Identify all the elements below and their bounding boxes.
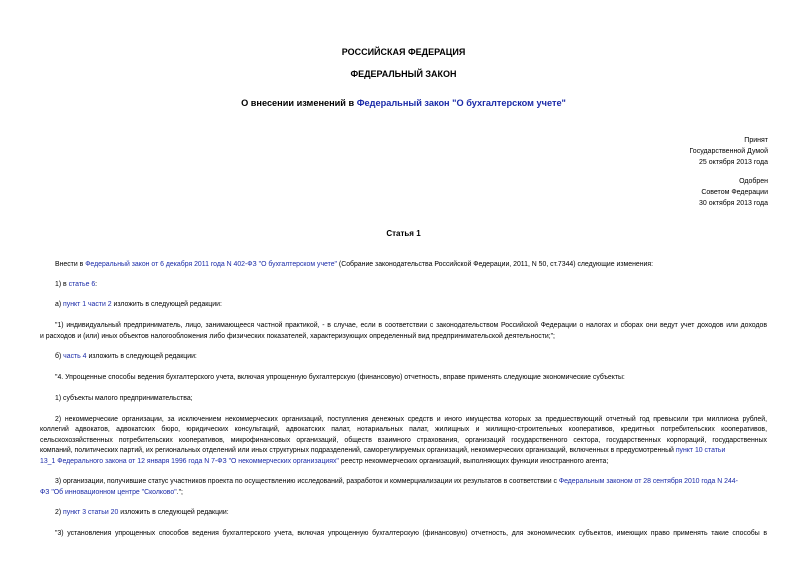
quote-3: "3) установления упрощенных способов ведения бухгалтерского учета, включая упрощенную бухгалтерскую (финансовую) отчетность, для экономических субъектов, имеющих право применять такие способы в xyxy=(55,530,767,537)
duma-body-label: Государственной Думой xyxy=(689,148,768,155)
council-body-label: Советом Федерации xyxy=(701,189,768,196)
point-3-article-20-link[interactable]: пункт 3 статьи 20 xyxy=(63,509,119,516)
point-10-article-link-a[interactable]: пункт 10 статьи xyxy=(675,447,726,454)
article-6-link[interactable]: статье 6 xyxy=(68,281,96,288)
subitem-3-line-2 xyxy=(40,488,183,498)
law-type-heading: ФЕДЕРАЛЬНЫЙ ЗАКОН xyxy=(350,69,457,79)
article-intro xyxy=(55,260,653,270)
item-1b-suffix: изложить в следующей редакции: xyxy=(86,353,197,360)
nonprofit-law-link[interactable]: 13_1 Федерального закона от 12 января 1996 года N 7-ФЗ "О некоммерческих организациях" xyxy=(40,458,339,465)
subitem-2-line-4 xyxy=(40,446,725,456)
skolkovo-law-link-b[interactable]: ФЗ "Об инновационном центре "Сколково" xyxy=(40,489,177,496)
item-1-prefix: 1) в xyxy=(55,281,69,288)
subitem-2-line-3: сельскохозяйственных потребительских кооперативов, микрофинансовых организаций, обществ взаимного страхования, организаций государственного сектора, государственных корпораций, государственных xyxy=(40,437,767,444)
subitem-3-end-text: ."; xyxy=(176,489,183,496)
item-1a-prefix: а) xyxy=(55,301,64,308)
duma-adopted-label: Принят xyxy=(744,137,768,144)
intro-text-start: Внести в xyxy=(55,261,86,268)
subitem-2-line-5 xyxy=(40,457,608,467)
item-1a xyxy=(55,300,222,310)
item-2 xyxy=(55,508,229,518)
item-2-prefix: 2) xyxy=(55,509,64,516)
part-4-link[interactable]: часть 4 xyxy=(63,353,87,360)
subitem-2-line-2: коллегий адвокатов, адвокатских бюро, юридических консультаций, адвокатских палат, нотариальных палат, жилищных и жилищно-строительных кооперативов, кредитных потребительских кооперативов, xyxy=(40,426,767,433)
subitem-3-line-1 xyxy=(55,477,738,487)
item-1a-suffix: изложить в следующей редакции: xyxy=(111,301,222,308)
subitem-2-line-1: 2) некоммерческие организации, за исключением некоммерческих организаций, поступления денежных средств и иного имущества которых за предшествующий отчетный год превысили три миллиона рублей, xyxy=(55,416,767,423)
subitem-2-end-text: реестр некоммерческих организаций, выполняющих функции иностранного агента; xyxy=(338,458,609,465)
duma-date: 25 октября 2013 года xyxy=(699,159,768,166)
quote-2: "4. Упрощенные способы ведения бухгалтерского учета, включая упрощенную бухгалтерскую (финансовую) отчетность, вправе применять следующие экономические субъекты: xyxy=(55,374,625,381)
intro-text-end: (Собрание законодательства Российской Федерации, 2011, N 50, ст.7344) следующие изменения: xyxy=(337,261,654,268)
law-title-prefix: О внесении изменений в xyxy=(241,98,357,108)
article-title: Статья 1 xyxy=(386,229,421,238)
duma-adoption-block xyxy=(689,135,768,168)
council-approved-label: Одобрен xyxy=(739,178,768,185)
council-approval-block xyxy=(699,176,768,209)
item-1-suffix: : xyxy=(95,281,98,288)
law-title xyxy=(0,98,807,109)
item-2-suffix: изложить в следующей редакции: xyxy=(118,509,229,516)
quote-1-line-1: "1) индивидуальный предприниматель, лицо, занимающееся частной практикой, - в случае, если в соответствии с законодательством Российской Федерации о налогах и сборах они ведут учет доходов или доходов xyxy=(55,322,767,329)
council-date: 30 октября 2013 года xyxy=(699,200,768,207)
point-1-part-2-link[interactable]: пункт 1 части 2 xyxy=(63,301,112,308)
item-1 xyxy=(55,280,97,290)
subitem-2-line-4-text: компаний, политических партий, их региональных отделений или иных структурных подразделений, саморегулируемых организаций, некоммерческих организаций, включенных в предусмотренный xyxy=(40,447,676,454)
subitem-1: 1) субъекты малого предпринимательства; xyxy=(55,395,193,402)
country-heading: РОССИЙСКАЯ ФЕДЕРАЦИЯ xyxy=(341,47,466,57)
quote-1-line-2: и расходов и (или) иных объектов налогообложения либо физических показателей, характеризующих определенный вид предпринимательской деятельности;"; xyxy=(40,333,555,340)
accounting-law-link[interactable]: Федеральный закон от 6 декабря 2011 года N 402-ФЗ "О бухгалтерском учете" xyxy=(85,261,338,268)
subitem-3-text: 3) организации, получившие статус участников проекта по осуществлению исследований, разработок и коммерциализации их результатов в соответствии с xyxy=(55,478,559,485)
item-1b xyxy=(55,352,197,362)
item-1b-prefix: б) xyxy=(55,353,64,360)
law-title-link[interactable]: Федеральный закон "О бухгалтерском учете" xyxy=(356,98,566,108)
skolkovo-law-link-a[interactable]: Федеральным законом от 28 сентября 2010 года N 244- xyxy=(558,478,738,485)
